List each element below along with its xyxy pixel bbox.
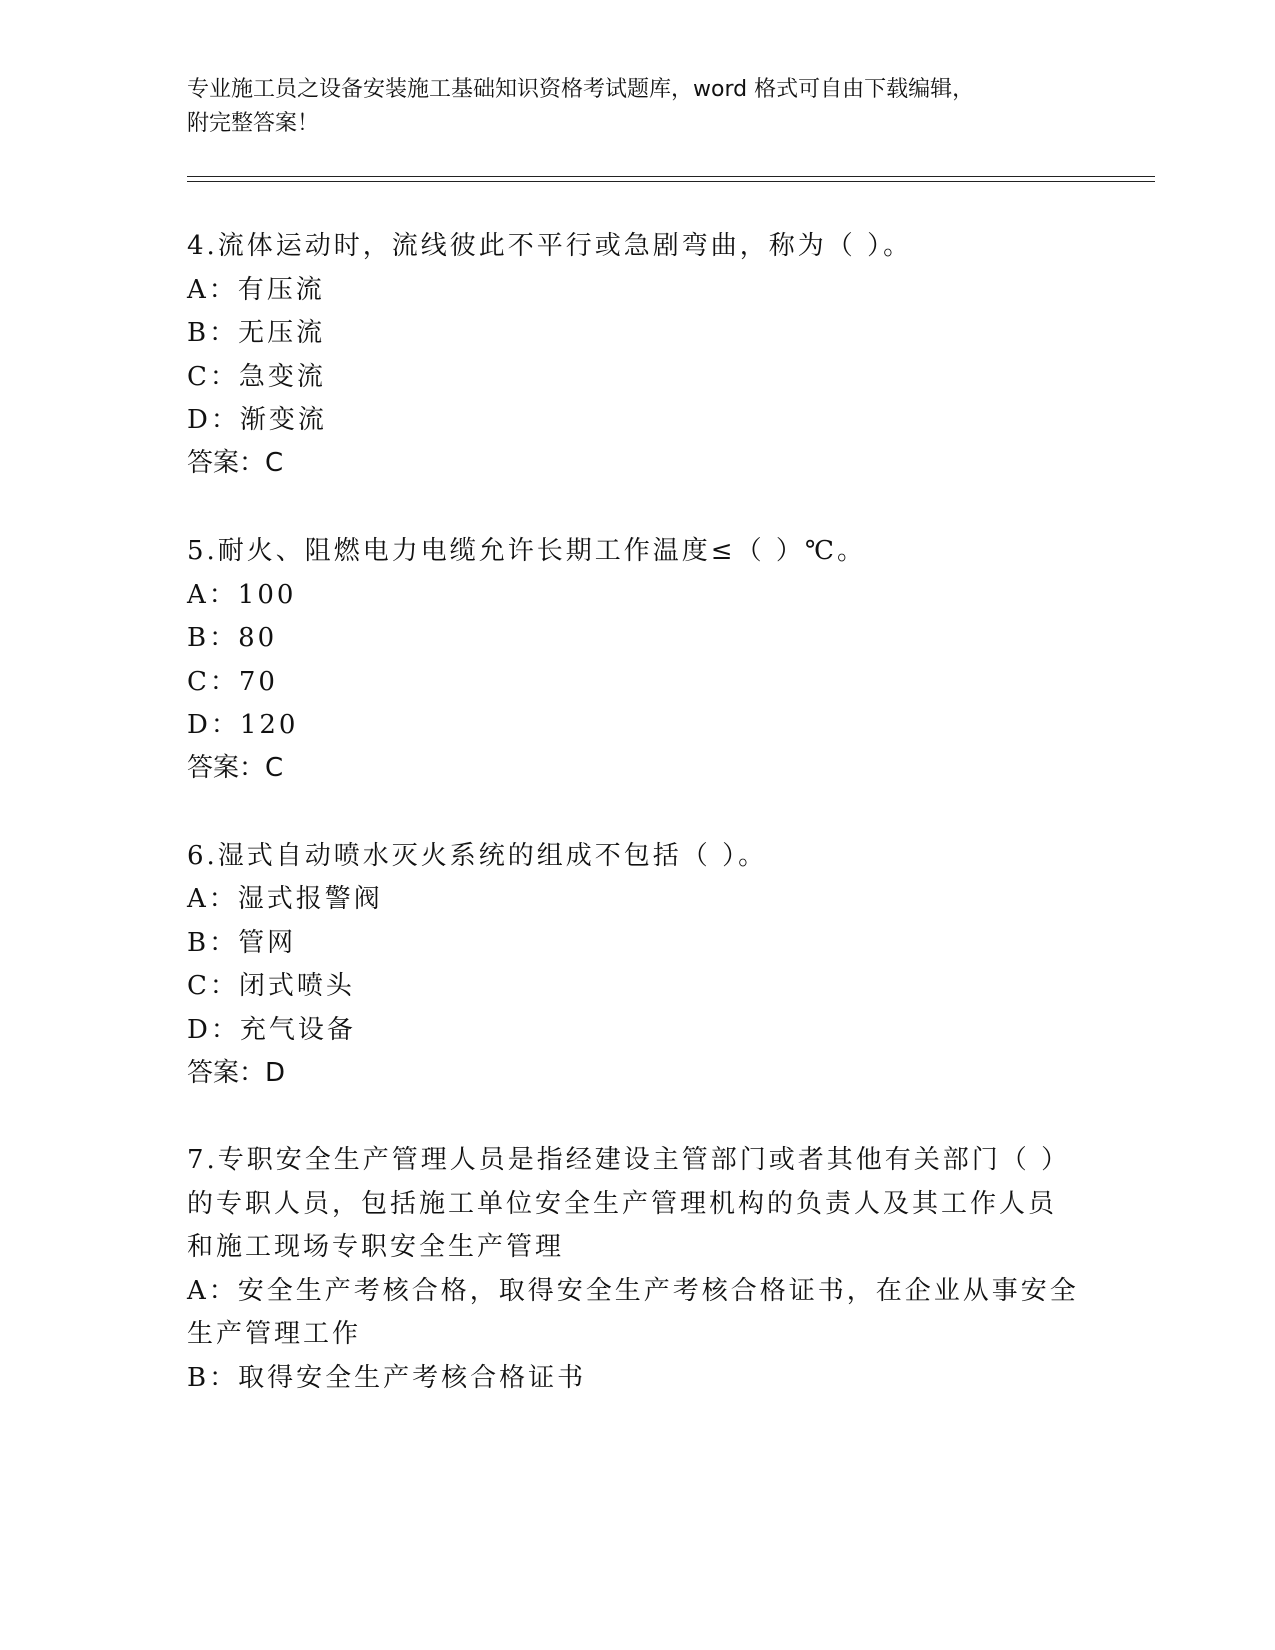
question-5-option-b: B：80 — [187, 623, 278, 653]
question-4-option-c: C：急变流 — [187, 362, 326, 392]
question-4-option-d: D：渐变流 — [187, 405, 327, 435]
question-7-stem-line-1: 7.专职安全生产管理人员是指经建设主管部门或者其他有关部门（ ） — [187, 1145, 1071, 1175]
question-4-option-a: A：有压流 — [187, 275, 325, 305]
question-7-option-b: B：取得安全生产考核合格证书 — [187, 1363, 587, 1393]
question-6-stem: 6.湿式自动喷水灭火系统的组成不包括（ ）。 — [187, 841, 768, 871]
question-7-option-a-line-1: A：安全生产考核合格，取得安全生产考核合格证书，在企业从事安全 — [187, 1276, 1079, 1306]
question-4-option-b: B：无压流 — [187, 318, 326, 348]
question-5-stem: 5.耐火、阻燃电力电缆允许长期工作温度≤（ ）℃。 — [187, 536, 866, 566]
question-6-answer: 答案：D — [187, 1058, 286, 1088]
question-6-option-c: C：闭式喷头 — [187, 971, 355, 1001]
question-7-option-a-line-2: 生产管理工作 — [187, 1319, 362, 1349]
question-5-option-c: C：70 — [187, 667, 278, 697]
question-7-stem-line-3: 和施工现场专职安全生产管理 — [187, 1232, 565, 1262]
question-6-option-a: A：湿式报警阀 — [187, 884, 383, 914]
question-5-answer: 答案：C — [187, 753, 284, 783]
question-4-answer: 答案：C — [187, 448, 284, 478]
question-5-option-a: A：100 — [187, 580, 297, 610]
question-5-option-d: D：120 — [187, 710, 299, 740]
header-divider-bottom — [187, 181, 1155, 182]
question-6-option-b: B：管网 — [187, 928, 297, 958]
question-4-stem: 4.流体运动时，流线彼此不平行或急剧弯曲，称为（ ）。 — [187, 231, 913, 261]
document-header-line-2: 附完整答案！ — [187, 111, 320, 136]
header-divider-top — [187, 176, 1155, 177]
question-7-stem-line-2: 的专职人员，包括施工单位安全生产管理机构的负责人及其工作人员 — [187, 1189, 1058, 1219]
question-6-option-d: D：充气设备 — [187, 1015, 356, 1045]
document-header-line-1: 专业施工员之设备安装施工基础知识资格考试题库，word 格式可自由下载编辑， — [187, 77, 975, 102]
